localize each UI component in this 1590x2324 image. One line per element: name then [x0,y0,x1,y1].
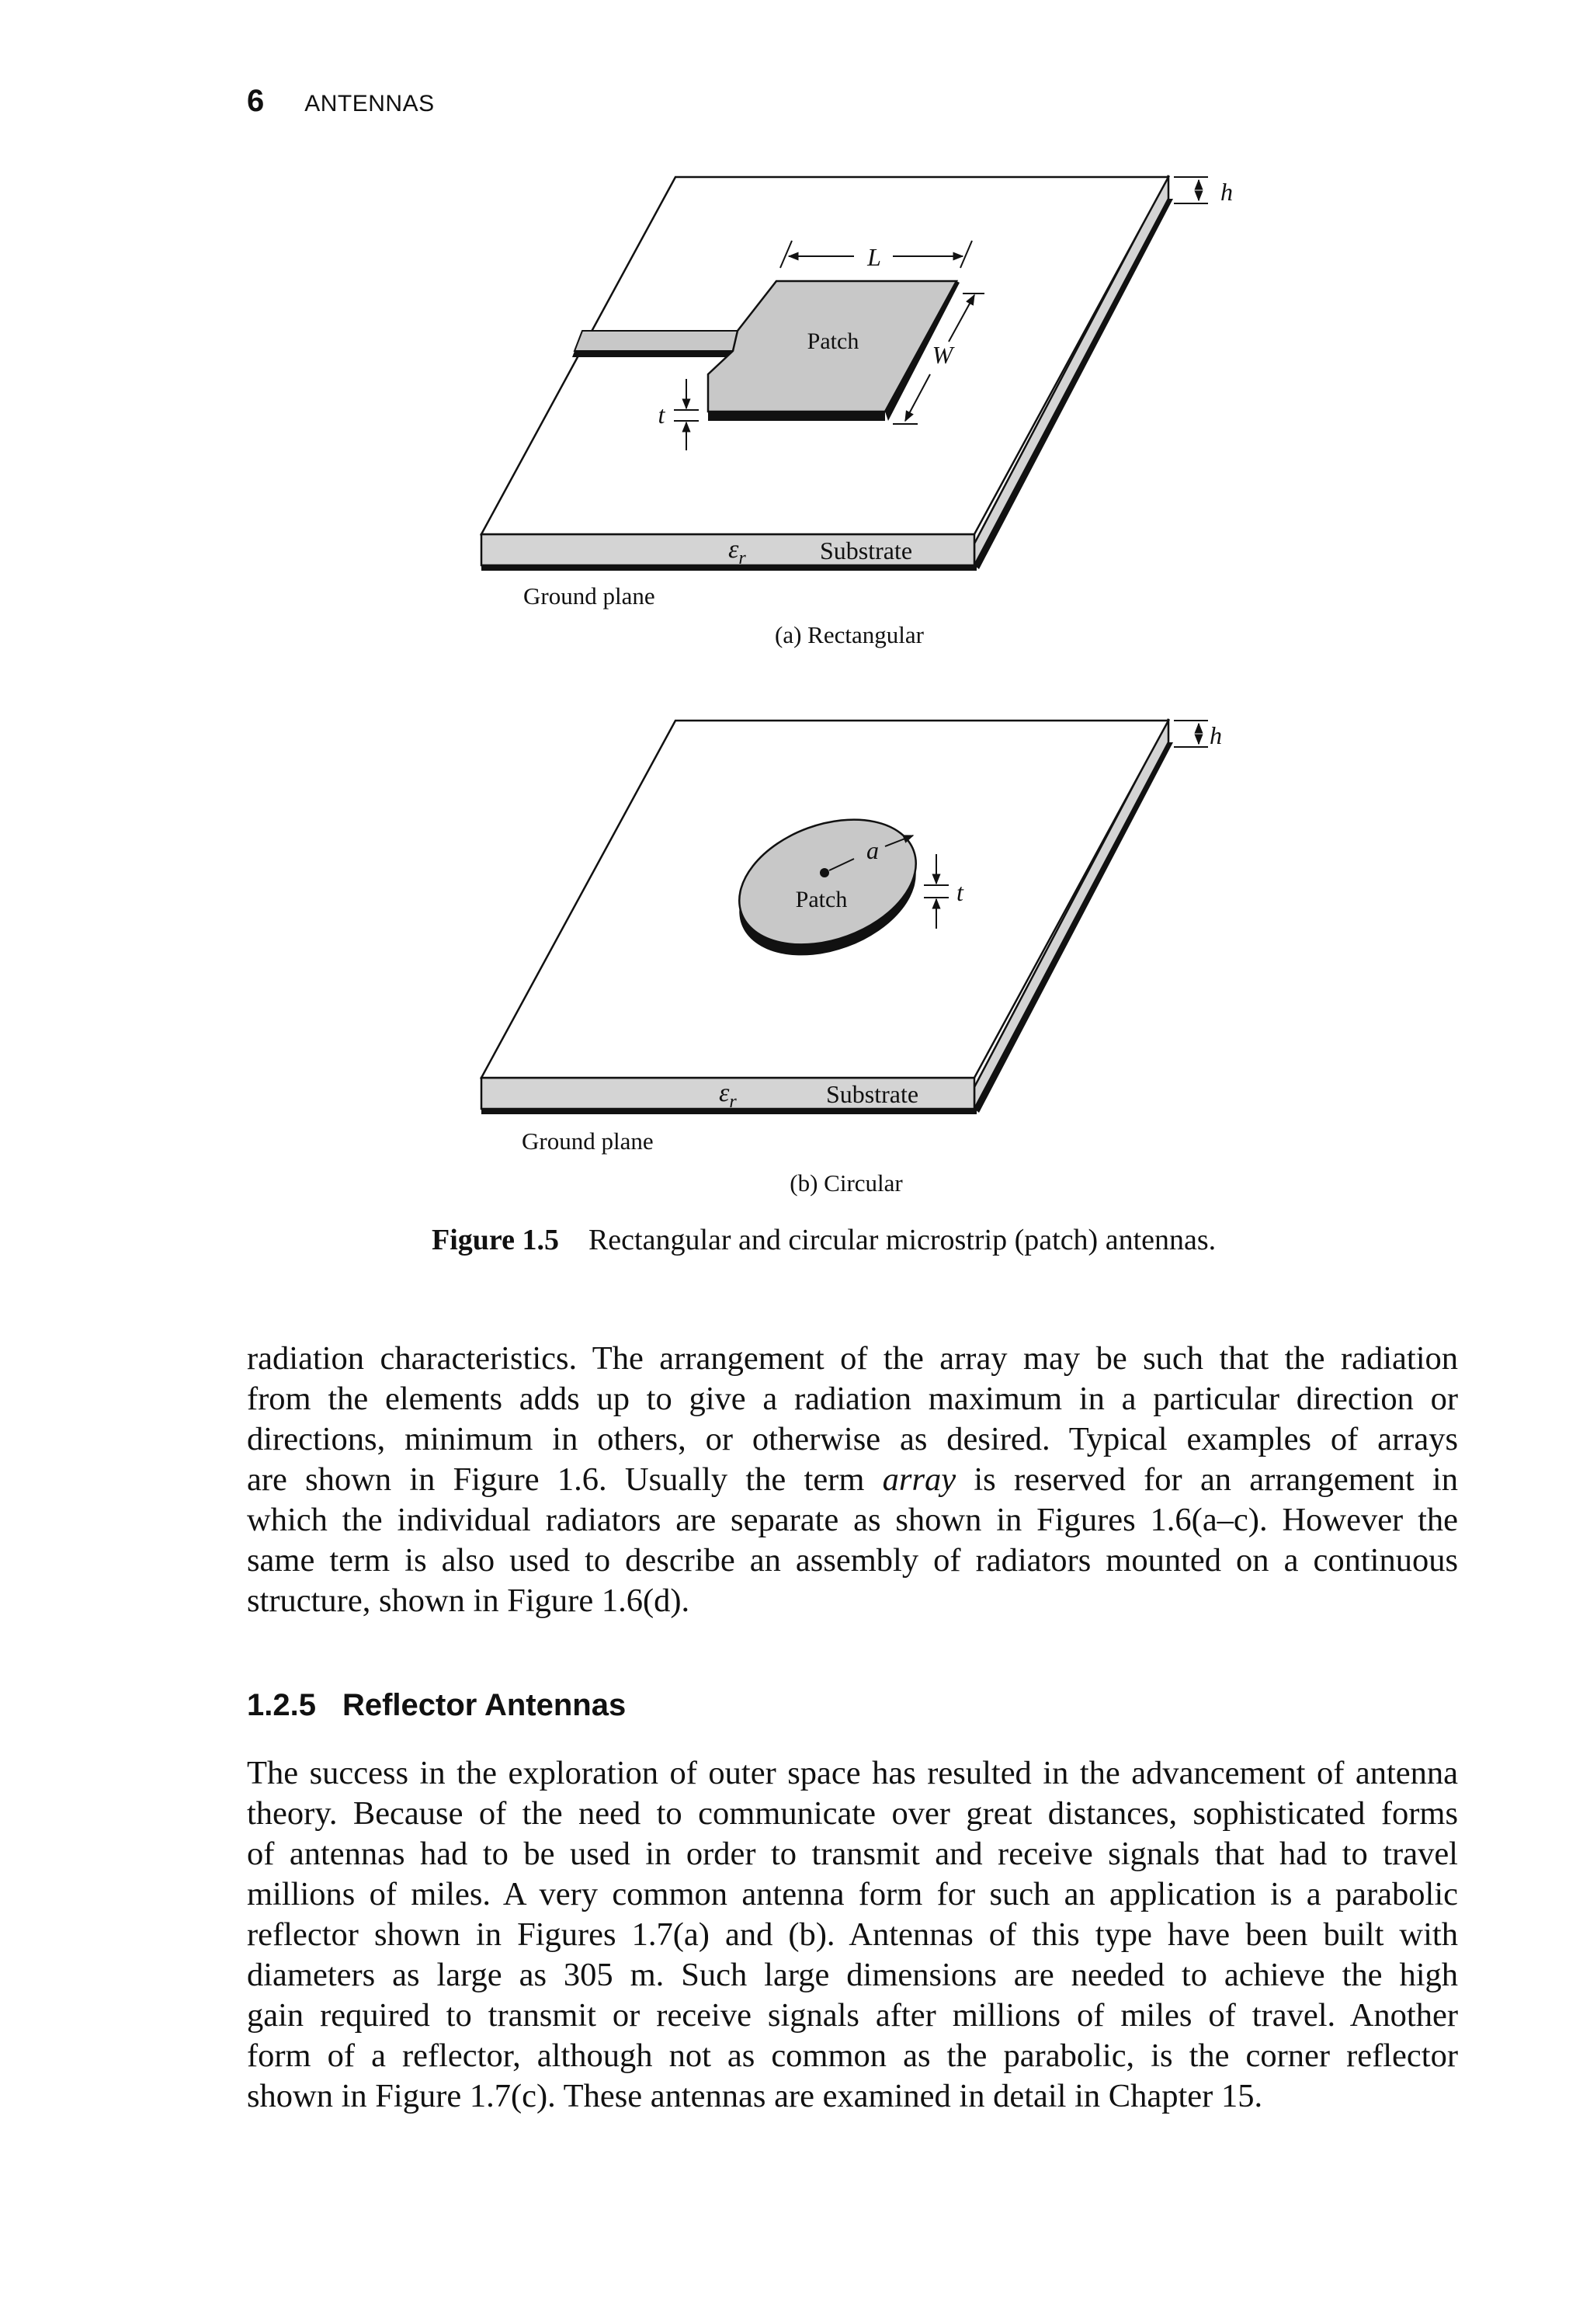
rect-ground-label: Ground plane [523,582,655,610]
section-title: Reflector Antennas [342,1688,627,1722]
text-line: radiation characteristics. The arrangement of the array may be such that the radiation [247,1340,1458,1377]
width-label-W: W [932,341,953,369]
page-number: 6 [247,84,265,118]
text-line: of antennas had to be used in order to transmit and receive signals that had to travel [247,1836,1458,1872]
text-line: millions of miles. A very common antenna form for such an application is a parabolic [247,1876,1458,1912]
patch-front-edge [708,412,885,421]
figure-caption-label: Figure 1.5 [432,1224,559,1256]
text-line: diameters as large as 305 m. Such large dimensions are needed to achieve the high [247,1957,1458,1993]
rect-patch-label: Patch [807,328,859,354]
circ-patch-label: Patch [795,887,848,912]
text-line: gain required to transmit or receive signals after millions of miles of travel. Another [247,1997,1458,2034]
permittivity-symbol: ε [728,535,739,564]
body-paragraph-reflectors [247,1753,1458,2117]
circ-thickness-label-t: t [956,878,963,906]
circ-height-label-h: h [1210,721,1222,749]
circ-ground-label: Ground plane [522,1127,654,1155]
body-paragraph-arrays [247,1339,1458,1621]
text-fragment: are shown in Figure 1.6. Usually the term [247,1461,865,1498]
text-line: theory. Because of the need to communicate over great distances, sophisticated forms [247,1795,1458,1832]
feed-line [575,331,738,351]
text-line-with-emphasis [247,1460,1458,1500]
ground-plane-front [481,565,977,571]
permittivity-symbol: ε [719,1079,730,1107]
text-line: shown in Figure 1.7(c). These antennas are examined in detail in Chapter 15. [247,2078,1263,2114]
feed-line-edge [572,351,733,357]
text-line: same term is also used to describe an assembly of radiators mounted on a continuous [247,1542,1458,1579]
patch-center-dot [820,868,829,877]
text-line: which the individual radiators are separate as shown in Figures 1.6(a–c). However the [247,1502,1458,1538]
figure-caption [432,1223,1216,1257]
text-line: structure, shown in Figure 1.6(d). [247,1582,690,1619]
circular-patch-diagram [481,719,1222,1197]
emphasis-array: array [882,1461,956,1498]
running-title: ANTENNAS [304,91,435,116]
thickness-label-t: t [658,401,665,429]
height-label-h: h [1220,178,1233,206]
rectangular-patch-diagram [481,175,1233,648]
permittivity-subscript: r [738,548,746,568]
rect-substrate-label: Substrate [820,537,913,564]
section-heading [247,1688,626,1723]
section-number: 1.2.5 [247,1688,316,1722]
figure-caption-text: Rectangular and circular microstrip (patch) antennas. [588,1224,1217,1256]
circ-substrate-label: Substrate [826,1080,919,1108]
length-label-L: L [867,243,881,271]
text-line: The success in the exploration of outer space has resulted in the advancement of antenna [247,1755,1458,1791]
radius-label-a: a [866,836,879,864]
text-line: form of a reflector, although not as common as the parabolic, is the corner reflector [247,2037,1458,2074]
text-line: reflector shown in Figures 1.7(a) and (b). Antennas of this type have been built with [247,1916,1458,1953]
rect-subcaption: (a) Rectangular [775,621,924,648]
permittivity-subscript: r [729,1092,737,1112]
text-line: directions, minimum in others, or otherwise as desired. Typical examples of arrays [247,1421,1458,1457]
circ-subcaption: (b) Circular [790,1169,903,1197]
text-line: from the elements adds up to give a radiation maximum in a particular direction or [247,1381,1458,1417]
text-fragment: is reserved for an arrangement in [974,1461,1458,1498]
